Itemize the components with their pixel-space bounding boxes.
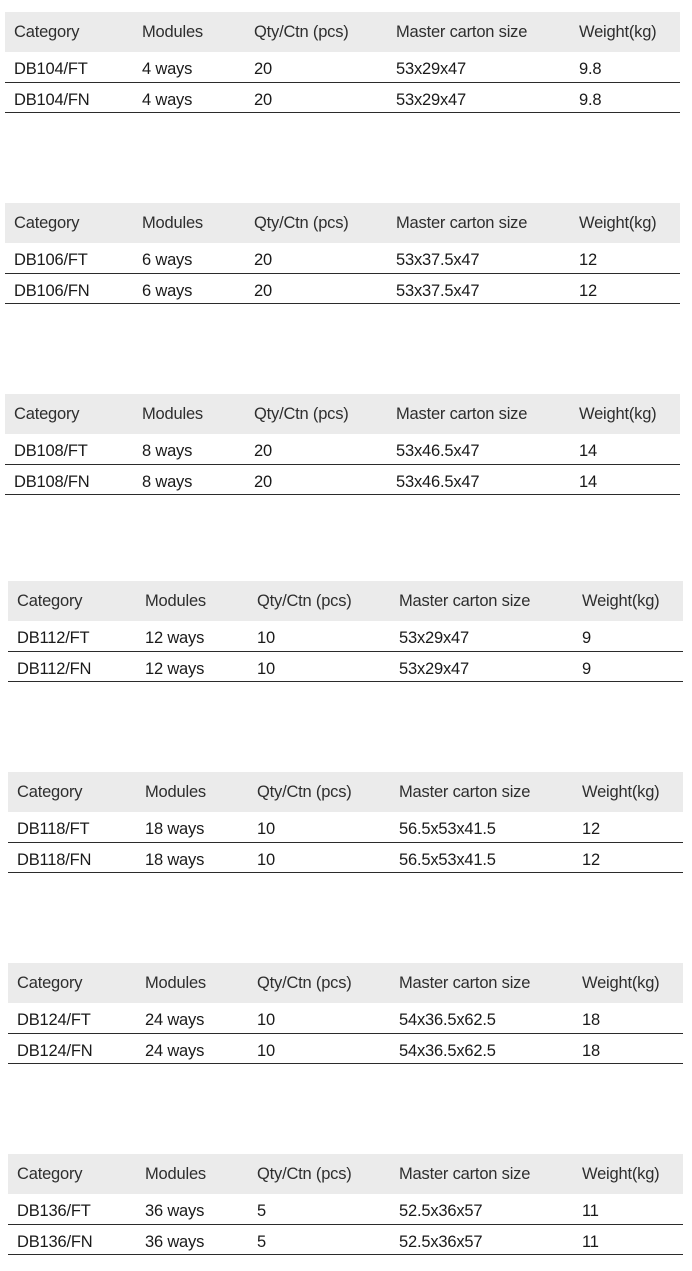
cell-qty-ctn: 20	[254, 442, 272, 460]
table-row	[8, 843, 683, 873]
cell-modules: 8 ways	[142, 442, 193, 460]
spec-table-db106	[5, 203, 680, 304]
cell-qty-ctn: 10	[257, 820, 275, 838]
cell-weight: 14	[579, 473, 597, 491]
header-modules: Modules	[145, 1165, 206, 1183]
cell-category: DB104/FT	[14, 60, 88, 78]
cell-modules: 24 ways	[145, 1042, 205, 1060]
cell-master-carton-size: 54x36.5x62.5	[399, 1011, 496, 1029]
cell-modules: 8 ways	[142, 473, 193, 491]
header-master-carton-size: Master carton size	[396, 214, 528, 232]
header-qty-ctn: Qty/Ctn (pcs)	[254, 214, 349, 232]
table-row	[8, 1003, 683, 1034]
cell-qty-ctn: 20	[254, 91, 272, 109]
header-master-carton-size: Master carton size	[399, 592, 531, 610]
cell-category: DB106/FN	[14, 282, 90, 300]
cell-master-carton-size: 53x29x47	[399, 629, 469, 647]
cell-weight: 9.8	[579, 91, 602, 109]
header-modules: Modules	[142, 214, 203, 232]
table-header-row	[5, 394, 680, 434]
header-weight: Weight(kg)	[582, 974, 660, 992]
header-qty-ctn: Qty/Ctn (pcs)	[257, 974, 352, 992]
cell-category: DB104/FN	[14, 91, 90, 109]
spec-table-db112	[8, 581, 683, 682]
header-modules: Modules	[142, 23, 203, 41]
cell-modules: 12 ways	[145, 629, 205, 647]
cell-category: DB118/FT	[17, 820, 90, 838]
table-row	[5, 434, 680, 465]
cell-master-carton-size: 53x29x47	[396, 60, 466, 78]
table-row	[5, 243, 680, 274]
header-modules: Modules	[145, 974, 206, 992]
cell-weight: 11	[582, 1202, 599, 1220]
cell-master-carton-size: 52.5x36x57	[399, 1202, 483, 1220]
cell-qty-ctn: 20	[254, 282, 272, 300]
header-qty-ctn: Qty/Ctn (pcs)	[257, 783, 352, 801]
table-row	[8, 1034, 683, 1064]
cell-master-carton-size: 53x46.5x47	[396, 473, 480, 491]
header-qty-ctn: Qty/Ctn (pcs)	[254, 23, 349, 41]
header-weight: Weight(kg)	[579, 23, 657, 41]
table-row	[8, 652, 683, 682]
table-row	[8, 812, 683, 843]
header-weight: Weight(kg)	[582, 783, 660, 801]
cell-modules: 18 ways	[145, 851, 205, 869]
cell-master-carton-size: 56.5x53x41.5	[399, 851, 496, 869]
cell-weight: 11	[582, 1233, 599, 1251]
cell-category: DB112/FT	[17, 629, 90, 647]
cell-category: DB108/FT	[14, 442, 88, 460]
cell-modules: 12 ways	[145, 660, 205, 678]
table-row	[5, 274, 680, 304]
table-row	[8, 1225, 683, 1255]
table-header-row	[5, 12, 680, 52]
header-category: Category	[14, 23, 80, 41]
header-category: Category	[17, 974, 83, 992]
table-row	[5, 465, 680, 495]
cell-modules: 24 ways	[145, 1011, 205, 1029]
spec-table-db104	[5, 12, 680, 113]
cell-category: DB112/FN	[17, 660, 92, 678]
cell-qty-ctn: 10	[257, 1011, 275, 1029]
cell-weight: 12	[582, 820, 600, 838]
cell-modules: 4 ways	[142, 91, 193, 109]
table-header-row	[8, 963, 683, 1003]
cell-modules: 18 ways	[145, 820, 205, 838]
cell-master-carton-size: 53x37.5x47	[396, 251, 480, 269]
cell-weight: 14	[579, 442, 597, 460]
cell-qty-ctn: 10	[257, 1042, 275, 1060]
cell-weight: 12	[582, 851, 600, 869]
spec-table-db124	[8, 963, 683, 1064]
cell-category: DB124/FN	[17, 1042, 93, 1060]
cell-master-carton-size: 53x37.5x47	[396, 282, 480, 300]
spec-table-db108	[5, 394, 680, 495]
table-row	[8, 1194, 683, 1225]
header-category: Category	[14, 405, 80, 423]
table-header-row	[8, 1154, 683, 1194]
cell-category: DB118/FN	[17, 851, 92, 869]
cell-weight: 12	[579, 282, 597, 300]
cell-weight: 18	[582, 1042, 600, 1060]
cell-weight: 9.8	[579, 60, 602, 78]
cell-qty-ctn: 10	[257, 629, 275, 647]
header-weight: Weight(kg)	[582, 592, 660, 610]
cell-master-carton-size: 56.5x53x41.5	[399, 820, 496, 838]
header-category: Category	[14, 214, 80, 232]
cell-master-carton-size: 53x29x47	[396, 91, 466, 109]
header-qty-ctn: Qty/Ctn (pcs)	[257, 1165, 352, 1183]
header-weight: Weight(kg)	[579, 214, 657, 232]
header-master-carton-size: Master carton size	[396, 23, 528, 41]
cell-modules: 6 ways	[142, 282, 193, 300]
cell-master-carton-size: 53x29x47	[399, 660, 469, 678]
header-weight: Weight(kg)	[582, 1165, 660, 1183]
cell-master-carton-size: 52.5x36x57	[399, 1233, 483, 1251]
header-modules: Modules	[145, 783, 206, 801]
cell-qty-ctn: 20	[254, 473, 272, 491]
header-weight: Weight(kg)	[579, 405, 657, 423]
cell-category: DB136/FN	[17, 1233, 93, 1251]
table-header-row	[8, 581, 683, 621]
header-modules: Modules	[145, 592, 206, 610]
table-row	[5, 83, 680, 113]
cell-modules: 36 ways	[145, 1202, 205, 1220]
table-header-row	[8, 772, 683, 812]
header-master-carton-size: Master carton size	[399, 1165, 531, 1183]
table-row	[8, 621, 683, 652]
spec-table-db118	[8, 772, 683, 873]
header-category: Category	[17, 592, 83, 610]
header-master-carton-size: Master carton size	[399, 783, 531, 801]
header-category: Category	[17, 783, 83, 801]
cell-category: DB106/FT	[14, 251, 88, 269]
spec-table-db136	[8, 1154, 683, 1255]
table-header-row	[5, 203, 680, 243]
cell-category: DB108/FN	[14, 473, 90, 491]
cell-category: DB124/FT	[17, 1011, 91, 1029]
header-modules: Modules	[142, 405, 203, 423]
cell-master-carton-size: 53x46.5x47	[396, 442, 480, 460]
cell-weight: 9	[582, 629, 591, 647]
cell-qty-ctn: 5	[257, 1233, 266, 1251]
cell-qty-ctn: 10	[257, 851, 275, 869]
cell-weight: 12	[579, 251, 597, 269]
cell-weight: 9	[582, 660, 591, 678]
cell-category: DB136/FT	[17, 1202, 91, 1220]
header-qty-ctn: Qty/Ctn (pcs)	[257, 592, 352, 610]
header-qty-ctn: Qty/Ctn (pcs)	[254, 405, 349, 423]
cell-qty-ctn: 5	[257, 1202, 266, 1220]
cell-qty-ctn: 20	[254, 251, 272, 269]
cell-modules: 6 ways	[142, 251, 193, 269]
cell-weight: 18	[582, 1011, 600, 1029]
cell-master-carton-size: 54x36.5x62.5	[399, 1042, 496, 1060]
cell-modules: 36 ways	[145, 1233, 205, 1251]
table-row	[5, 52, 680, 83]
cell-qty-ctn: 10	[257, 660, 275, 678]
cell-modules: 4 ways	[142, 60, 193, 78]
header-category: Category	[17, 1165, 83, 1183]
header-master-carton-size: Master carton size	[399, 974, 531, 992]
header-master-carton-size: Master carton size	[396, 405, 528, 423]
cell-qty-ctn: 20	[254, 60, 272, 78]
